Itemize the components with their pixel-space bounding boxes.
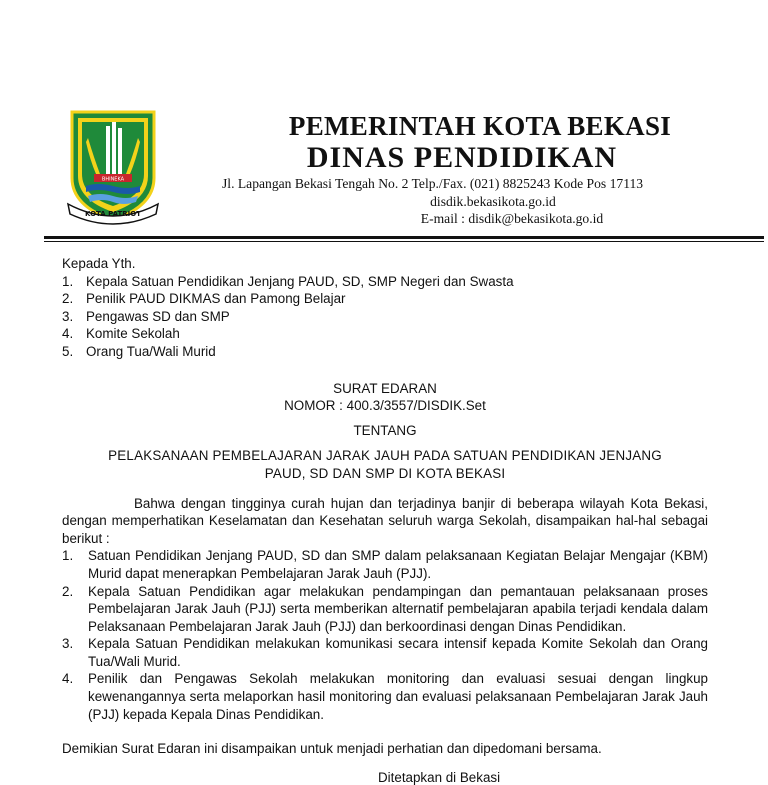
list-item: 5. Orang Tua/Wali Murid <box>62 343 216 359</box>
points-list <box>62 547 708 723</box>
list-item: 4. Komite Sekolah <box>62 326 180 342</box>
kota-bekasi-emblem-icon <box>64 108 162 226</box>
circular-about: TENTANG <box>353 422 417 438</box>
circular-title: SURAT EDARAN <box>333 380 437 396</box>
office-website: disdik.bekasikota.go.id <box>430 194 556 209</box>
office-email: E-mail : disdik@bekasikota.go.id <box>420 211 604 226</box>
letter-body <box>62 255 708 758</box>
office-address: Jl. Lapangan Bekasi Tengah No. 2 Telp./Fax. (021) 8825243 Kode Pos 17113 <box>222 176 644 191</box>
list-item: 2. Penilik PAUD DIKMAS dan Pamong Belajar <box>62 291 346 307</box>
list-item: 3. Kepala Satuan Pendidikan melakukan komunikasi secara intensif kepada Komite Sekolah dan Orang Tua/Wali Murid. <box>62 636 708 669</box>
letterhead-rule-thin <box>44 241 764 242</box>
list-item: 1. Satuan Pendidikan Jenjang PAUD, SD dan SMP dalam pelaksanaan Kegiatan Belajar Mengajar (KBM) Murid dapat menerapkan Pembelajaran Jarak Jauh (PJJ). <box>62 548 708 581</box>
circular-number: NOMOR : 400.3/3557/DISDIK.Set <box>284 398 486 414</box>
list-item: 2. Kepala Satuan Pendidikan agar melakukan pendampingan dan pemantauan pelaksanaan proses Pembelajaran Jarak Jauh (PJJ) serta memberikan alternatif pembelajaran apabila terjadi kendala dalam Pelaksanaan Pembelajaran Jarak Jauh (PJJ) dan berkoordinasi dengan Dinas Pendidikan. <box>62 583 708 634</box>
svg-text:BHINEKA: BHINEKA <box>101 176 125 183</box>
intro-paragraph: Bahwa dengan tingginya curah hujan dan terjadinya banjir di beberapa wilayah Kota Bekasi, dengan memperhatikan Keselamatan dan Kesehatan seluruh warga Sekolah, disampaikan hal-hal sebagai berikut : <box>62 495 708 546</box>
emblem-caption: KOTA PATRIOT <box>84 210 142 218</box>
recipients-list <box>62 273 708 361</box>
list-item: 1. Kepala Satuan Pendidikan Jenjang PAUD, SD, SMP Negeri dan Swasta <box>62 273 514 289</box>
letterhead <box>220 110 740 226</box>
signature-place: Ditetapkan di Bekasi <box>378 770 501 785</box>
office-title: DINAS PENDIDIKAN <box>306 141 618 174</box>
list-item: 4. Penilik dan Pengawas Sekolah melakukan monitoring dan evaluasi sesuai dengan lingkup kewenangannya serta melaporkan hasil monitoring dan evaluasi pelaksanaan Pembelajaran Jarak Jauh (PJJ) kepada Kepala Dinas Pendidikan. <box>62 671 708 722</box>
government-title: PEMERINTAH KOTA BEKASI <box>288 111 672 141</box>
circular-subject: PELAKSANAAN PEMBELAJARAN JARAK JAUH PADA SATUAN PENDIDIKAN JENJANG PAUD, SD DAN SMP DI KOTA BEKASI <box>108 448 662 481</box>
letterhead-rule-thick <box>44 236 764 239</box>
recipients-heading: Kepada Yth. <box>62 256 136 271</box>
closing-paragraph: Demikian Surat Edaran ini disampaikan untuk menjadi perhatian dan dipedomani bersama. <box>62 741 602 757</box>
list-item: 3. Pengawas SD dan SMP <box>62 308 230 324</box>
